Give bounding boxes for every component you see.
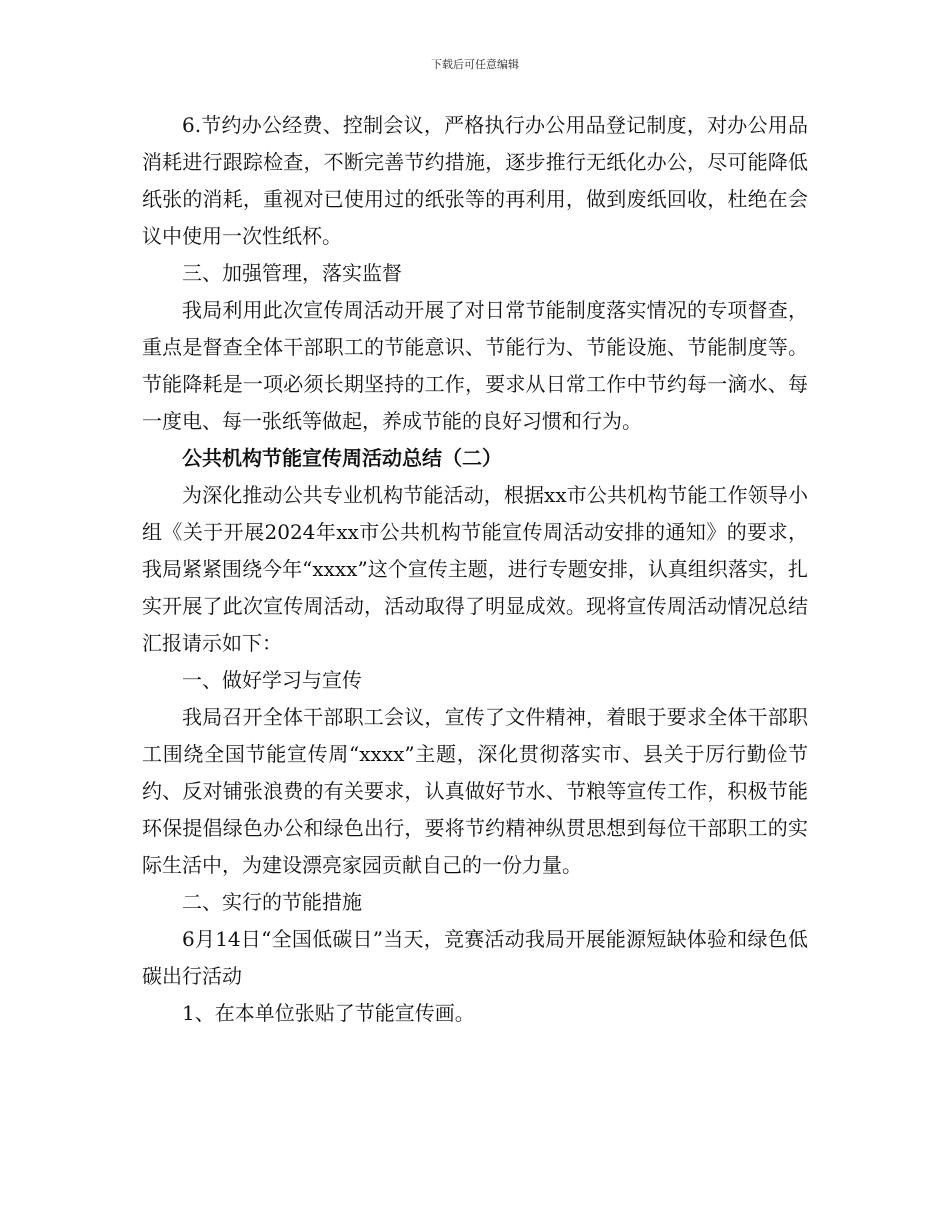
section-heading-study: 一、做好学习与宣传 (182, 668, 362, 692)
section-heading-management: 三、加强管理，落实监督 (182, 261, 402, 285)
page-header-note: 下载后可任意编辑 (431, 58, 519, 71)
document-subtitle: 公共机构节能宣传周活动总结（二） (182, 446, 502, 470)
paragraph-meeting: 我局召开全体干部职工会议，宣传了文件精神，着眼于要求全体干部职工围绕全国节能宣传周“xxxx”主题，深化贯彻落实市、县关于厉行勤俭节约、反对铺张浪费的有关要求，认真做好节水、节粮等宣传工作，积极节能环保提倡绿色办公和绿色出行，要将节约精神纵贯思想到每位干部职工的实际生活中，为建设漂亮家园贡献自己的一份力量。 (142, 705, 808, 877)
list-item-posters: 1、在本单位张贴了节能宣传画。 (182, 1001, 475, 1025)
paragraph-low-carbon-day: 6月14日“全国低碳日”当天，竞赛活动我局开展能源短缺体验和绿色低碳出行活动 (142, 927, 808, 988)
document-body (142, 107, 808, 1032)
paragraph-supervision: 我局利用此次宣传周活动开展了对日常节能制度落实情况的专项督查，重点是督查全体干部职工的节能意识、节能行为、节能设施、节能制度等。节能降耗是一项必须长期坚持的工作，要求从日常工作中节约每一滴水、每一度电、每一张纸等做起，养成节能的良好习惯和行为。 (142, 298, 808, 433)
section-heading-measures: 二、实行的节能措施 (182, 890, 362, 914)
paragraph-intro: 为深化推动公共专业机构节能活动，根据xx市公共机构节能工作领导小组《关于开展2024年xx市公共机构节能宣传周活动安排的通知》的要求，我局紧紧围绕今年“xxxx”这个宣传主题，进行专题安排，认真组织落实，扎实开展了此次宣传周活动，活动取得了明显成效。现将宣传周活动情况总结汇报请示如下： (142, 483, 808, 655)
paragraph-office-savings: 6.节约办公经费、控制会议，严格执行办公用品登记制度，对办公用品消耗进行跟踪检查，不断完善节约措施，逐步推行无纸化办公，尽可能降低纸张的消耗，重视对已使用过的纸张等的再利用，做到废纸回收，杜绝在会议中使用一次性纸杯。 (142, 113, 808, 248)
